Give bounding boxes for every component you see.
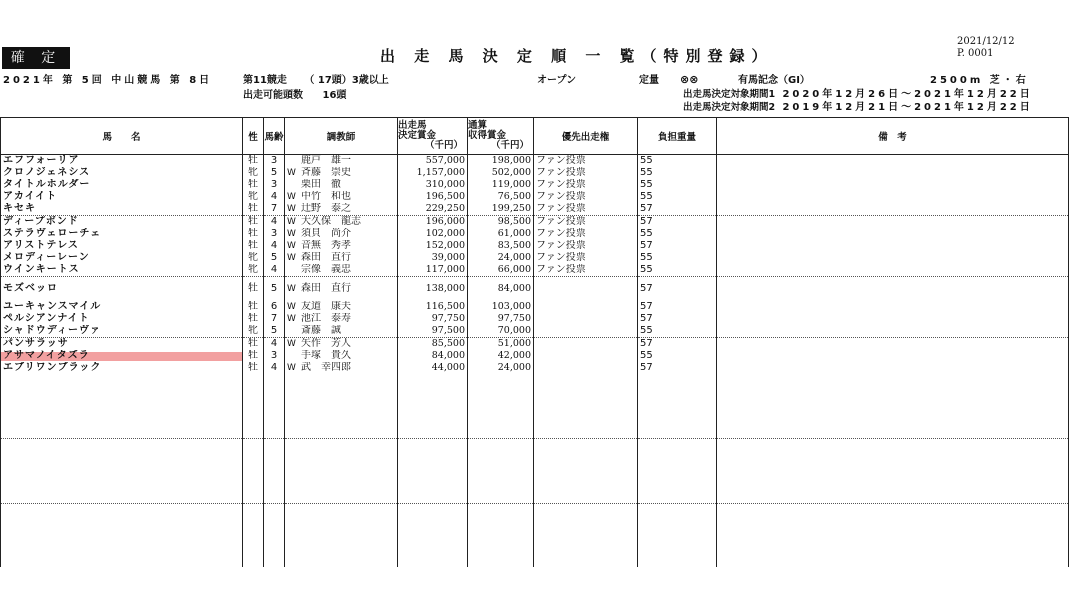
entry-rows (1, 155, 1069, 568)
horse-prize: 152,000 (398, 240, 468, 252)
horse-total: 42,000 (468, 350, 534, 362)
trainer-w-mark: W (287, 314, 296, 324)
horse-trainer (285, 325, 398, 338)
capacity-value: 16頭 (322, 90, 347, 101)
horse-prize: 196,000 (398, 216, 468, 229)
horse-trainer (285, 155, 398, 168)
horse-age: 3 (264, 350, 285, 362)
empty-cell (285, 439, 398, 504)
horse-sex: 牝 (243, 264, 264, 277)
horse-note (717, 191, 1069, 203)
horse-name: クロノジェネシス (1, 167, 243, 179)
table-header (1, 118, 1069, 155)
empty-cell (243, 374, 264, 439)
empty-cell (264, 374, 285, 439)
horse-name: アカイイト (1, 191, 243, 203)
horse-name: ウインキートス (1, 264, 243, 277)
horse-weight: 55 (638, 167, 717, 179)
horse-prize: 310,000 (398, 179, 468, 191)
table-row (1, 252, 1069, 264)
col-prize-line2: 決定賞金 (398, 130, 437, 141)
horse-weight: 55 (638, 179, 717, 191)
horse-weight: 57 (638, 301, 717, 313)
horse-trainer (285, 203, 398, 216)
trainer-name: 矢作 芳人 (301, 338, 351, 349)
horse-total: 66,000 (468, 264, 534, 277)
horse-priority: ファン投票 (534, 228, 638, 240)
horse-trainer (285, 338, 398, 351)
horse-total: 61,000 (468, 228, 534, 240)
trainer-w-mark: W (287, 339, 296, 349)
horse-name: ユーキャンスマイル (1, 301, 243, 313)
horse-trainer (285, 277, 398, 302)
horse-age: 5 (264, 325, 285, 338)
horse-note (717, 228, 1069, 240)
trainer-w-mark: W (287, 253, 296, 263)
trainer-name: 中竹 和也 (301, 191, 351, 202)
trainer-w-mark: W (287, 217, 296, 227)
race-entries: （ 17頭） (304, 75, 352, 86)
table-row (1, 301, 1069, 313)
trainer-name: 宗像 義忠 (301, 264, 351, 275)
trainer-name: 森田 直行 (301, 283, 351, 294)
horse-priority: ファン投票 (534, 252, 638, 264)
capacity-line (243, 90, 346, 102)
horse-priority: ファン投票 (534, 203, 638, 216)
col-prize-line3: （千円） (424, 140, 463, 151)
trainer-name: 須貝 尚介 (301, 228, 351, 239)
empty-cell (717, 439, 1069, 504)
horse-age: 3 (264, 228, 285, 240)
trainer-name: 池江 泰寿 (301, 313, 351, 324)
horse-trainer (285, 252, 398, 264)
capacity-label: 出走可能頭数 (243, 90, 303, 101)
horse-note (717, 362, 1069, 374)
horse-total: 98,500 (468, 216, 534, 229)
trainer-name: 音無 秀孝 (301, 240, 351, 251)
empty-cell (468, 439, 534, 504)
horse-note (717, 301, 1069, 313)
horse-total: 199,250 (468, 203, 534, 216)
horse-age: 4 (264, 362, 285, 374)
trainer-w-mark: W (287, 363, 296, 373)
horse-sex: 牡 (243, 179, 264, 191)
horse-total: 24,000 (468, 252, 534, 264)
horse-weight: 57 (638, 277, 717, 302)
horse-age: 4 (264, 338, 285, 351)
period2-value: 2019年12月21日～2021年12月22日 (782, 102, 1033, 113)
race-number: 第11競走 (243, 75, 287, 86)
col-weight: 負担重量 (638, 118, 717, 155)
horse-name: モズベッロ (1, 277, 243, 302)
empty-cell (398, 374, 468, 439)
empty-cell (468, 504, 534, 568)
horse-sex: 牝 (243, 167, 264, 179)
empty-cell (638, 374, 717, 439)
horse-name: アサマノイタズラ (1, 350, 243, 362)
horse-trainer (285, 301, 398, 313)
horse-sex: 牡 (243, 155, 264, 168)
horse-prize: 138,000 (398, 277, 468, 302)
horse-priority (534, 313, 638, 325)
empty-cell (398, 439, 468, 504)
horse-note (717, 252, 1069, 264)
horse-priority (534, 301, 638, 313)
horse-sex: 牡 (243, 350, 264, 362)
table-row (1, 155, 1069, 168)
trainer-name: 武 幸四郎 (301, 362, 351, 373)
horse-age: 5 (264, 167, 285, 179)
horse-name: ディープボンド (1, 216, 243, 229)
horse-prize: 84,000 (398, 350, 468, 362)
horse-priority (534, 277, 638, 302)
horse-name: パンサラッサ (1, 338, 243, 351)
horse-total: 76,500 (468, 191, 534, 203)
race-number-line (243, 75, 389, 87)
race-meeting: 2021年 第 5回 中山競馬 第 8日 (3, 75, 213, 86)
horse-prize: 97,500 (398, 325, 468, 338)
trainer-name: 友道 康夫 (301, 301, 351, 312)
table-row (1, 191, 1069, 203)
horse-total: 119,000 (468, 179, 534, 191)
empty-cell (534, 504, 638, 568)
table-row (1, 350, 1069, 362)
horse-name: エブリワンブラック (1, 362, 243, 374)
empty-cell (717, 504, 1069, 568)
horse-age: 4 (264, 240, 285, 252)
horse-total: 97,750 (468, 313, 534, 325)
race-distance: 2500m 芝・右 (930, 75, 1029, 86)
empty-cell (285, 504, 398, 568)
page-number: P. 0001 (957, 48, 994, 59)
period1-line (683, 89, 1033, 101)
table-row (1, 228, 1069, 240)
horse-total: 198,000 (468, 155, 534, 168)
empty-cell (638, 439, 717, 504)
horse-trainer (285, 179, 398, 191)
horse-prize: 97,750 (398, 313, 468, 325)
horse-prize: 117,000 (398, 264, 468, 277)
horse-prize: 557,000 (398, 155, 468, 168)
table-row (1, 167, 1069, 179)
trainer-name: 辻野 泰之 (301, 203, 351, 214)
trainer-name: 斎藤 誠 (301, 325, 341, 336)
horse-total: 24,000 (468, 362, 534, 374)
horse-note (717, 155, 1069, 168)
horse-total: 84,000 (468, 277, 534, 302)
horse-total: 70,000 (468, 325, 534, 338)
trainer-name: 栗田 徹 (301, 179, 341, 190)
horse-trainer (285, 362, 398, 374)
empty-row (1, 504, 1069, 568)
horse-note (717, 240, 1069, 252)
horse-sex: 牡 (243, 301, 264, 313)
horse-note (717, 325, 1069, 338)
empty-cell (285, 374, 398, 439)
horse-note (717, 216, 1069, 229)
horse-trainer (285, 350, 398, 362)
horse-name: タイトルホルダー (1, 179, 243, 191)
table-row (1, 216, 1069, 229)
page-title: 出 走 馬 決 定 順 一 覧（特別登録） (380, 47, 774, 65)
horse-weight: 57 (638, 338, 717, 351)
horse-sex: 牝 (243, 325, 264, 338)
horse-prize: 85,500 (398, 338, 468, 351)
horse-note (717, 179, 1069, 191)
trainer-name: 大久保 龍志 (301, 216, 361, 227)
horse-total: 51,000 (468, 338, 534, 351)
horse-weight: 55 (638, 264, 717, 277)
horse-prize: 39,000 (398, 252, 468, 264)
period1-label: 出走馬決定対象期間1 (683, 89, 776, 100)
horse-prize: 44,000 (398, 362, 468, 374)
col-name: 馬 名 (1, 118, 243, 155)
horse-note (717, 203, 1069, 216)
horse-priority: ファン投票 (534, 167, 638, 179)
col-priority: 優先出走権 (534, 118, 638, 155)
col-prize (398, 118, 468, 155)
trainer-name: 手塚 貴久 (301, 350, 351, 361)
horse-age: 3 (264, 179, 285, 191)
horse-age: 3 (264, 155, 285, 168)
horse-sex: 牡 (243, 216, 264, 229)
horse-note (717, 350, 1069, 362)
empty-cell (534, 439, 638, 504)
horse-prize: 229,250 (398, 203, 468, 216)
horse-priority: ファン投票 (534, 240, 638, 252)
empty-cell (243, 439, 264, 504)
horse-note (717, 277, 1069, 302)
horse-sex: 牡 (243, 277, 264, 302)
horse-prize: 1,157,000 (398, 167, 468, 179)
horse-trainer (285, 264, 398, 277)
race-name: 有馬記念（GI） (738, 75, 810, 86)
trainer-w-mark: W (287, 192, 296, 202)
horse-priority (534, 350, 638, 362)
trainer-name: 斉藤 崇史 (301, 167, 351, 178)
horse-note (717, 338, 1069, 351)
print-date (957, 36, 1015, 60)
horse-priority (534, 325, 638, 338)
horse-priority: ファン投票 (534, 191, 638, 203)
horse-name: キセキ (1, 203, 243, 216)
trainer-w-mark: W (287, 204, 296, 214)
empty-cell (638, 504, 717, 568)
empty-cell (717, 374, 1069, 439)
horse-name: メロディーレーン (1, 252, 243, 264)
col-note: 備 考 (717, 118, 1069, 155)
period2-line (683, 102, 1033, 114)
horse-name: アリストテレス (1, 240, 243, 252)
horse-trainer (285, 240, 398, 252)
trainer-w-mark: W (287, 241, 296, 251)
col-sex: 性 (243, 118, 264, 155)
empty-cell (534, 374, 638, 439)
table-row (1, 362, 1069, 374)
horse-weight: 55 (638, 191, 717, 203)
empty-cell (243, 504, 264, 568)
horse-priority: ファン投票 (534, 155, 638, 168)
col-total-line3: （千円） (490, 140, 529, 151)
race-class: オープン (537, 75, 577, 86)
horse-trainer (285, 313, 398, 325)
grade-marks: ⊗⊗ (680, 73, 699, 86)
horse-weight: 55 (638, 228, 717, 240)
horse-weight: 55 (638, 252, 717, 264)
horse-name: ペルシアンナイト (1, 313, 243, 325)
trainer-w-mark: W (287, 168, 296, 178)
horse-sex: 牝 (243, 191, 264, 203)
horse-note (717, 313, 1069, 325)
col-trainer: 調教師 (285, 118, 398, 155)
horse-trainer (285, 228, 398, 240)
trainer-w-mark: W (287, 229, 296, 239)
horse-weight: 55 (638, 155, 717, 168)
horse-note (717, 264, 1069, 277)
horse-name: エフフォーリア (1, 155, 243, 168)
horse-weight: 55 (638, 325, 717, 338)
horse-weight: 57 (638, 362, 717, 374)
horse-name: ステラヴェローチェ (1, 228, 243, 240)
horse-sex: 牡 (243, 362, 264, 374)
horse-age: 6 (264, 301, 285, 313)
col-total-line1: 通算 (468, 120, 488, 131)
horse-name: シャドウディーヴァ (1, 325, 243, 338)
col-total-line2: 収得賞金 (468, 130, 507, 141)
empty-cell (1, 374, 243, 439)
empty-cell (1, 504, 243, 568)
horse-trainer (285, 191, 398, 203)
horse-priority: ファン投票 (534, 179, 638, 191)
horse-age: 7 (264, 313, 285, 325)
horse-age: 4 (264, 191, 285, 203)
period2-label: 出走馬決定対象期間2 (683, 102, 776, 113)
horse-prize: 196,500 (398, 191, 468, 203)
empty-cell (398, 504, 468, 568)
horse-total: 103,000 (468, 301, 534, 313)
horse-age: 4 (264, 264, 285, 277)
empty-cell (468, 374, 534, 439)
horse-prize: 102,000 (398, 228, 468, 240)
period1-value: 2020年12月26日～2021年12月22日 (782, 89, 1033, 100)
horse-priority (534, 338, 638, 351)
horse-weight: 57 (638, 240, 717, 252)
trainer-name: 森田 直行 (301, 252, 351, 263)
weight-rule: 定量 (639, 75, 659, 86)
race-age: 3歳以上 (351, 75, 389, 86)
horse-sex: 牡 (243, 228, 264, 240)
trainer-name: 鹿戸 雄一 (301, 155, 351, 166)
horse-age: 7 (264, 203, 285, 216)
table-row (1, 264, 1069, 277)
horse-weight: 57 (638, 216, 717, 229)
table-row (1, 338, 1069, 351)
horse-prize: 116,500 (398, 301, 468, 313)
horse-priority (534, 362, 638, 374)
horse-priority: ファン投票 (534, 264, 638, 277)
empty-cell (264, 504, 285, 568)
empty-cell (264, 439, 285, 504)
col-total (468, 118, 534, 155)
horse-sex: 牡 (243, 313, 264, 325)
table-row (1, 313, 1069, 325)
entry-table (0, 117, 1069, 567)
horse-priority: ファン投票 (534, 216, 638, 229)
col-age: 馬齢 (264, 118, 285, 155)
horse-trainer (285, 216, 398, 229)
empty-row (1, 439, 1069, 504)
print-date-value: 2021/12/12 (957, 36, 1015, 47)
horse-age: 5 (264, 277, 285, 302)
table-row (1, 203, 1069, 216)
horse-sex: 牡 (243, 203, 264, 216)
horse-sex: 牡 (243, 338, 264, 351)
horse-trainer (285, 167, 398, 179)
horse-sex: 牡 (243, 240, 264, 252)
trainer-w-mark: W (287, 284, 296, 294)
trainer-w-mark: W (287, 302, 296, 312)
horse-sex: 牝 (243, 252, 264, 264)
table-row (1, 179, 1069, 191)
empty-cell (1, 439, 243, 504)
table-row (1, 325, 1069, 338)
horse-weight: 57 (638, 203, 717, 216)
table-row (1, 240, 1069, 252)
horse-weight: 57 (638, 313, 717, 325)
horse-age: 4 (264, 216, 285, 229)
horse-weight: 55 (638, 350, 717, 362)
empty-row (1, 374, 1069, 439)
table-row (1, 277, 1069, 302)
horse-note (717, 167, 1069, 179)
horse-total: 502,000 (468, 167, 534, 179)
col-prize-line1: 出走馬 (398, 120, 427, 131)
status-badge: 確 定 (2, 47, 70, 69)
horse-total: 83,500 (468, 240, 534, 252)
horse-age: 5 (264, 252, 285, 264)
